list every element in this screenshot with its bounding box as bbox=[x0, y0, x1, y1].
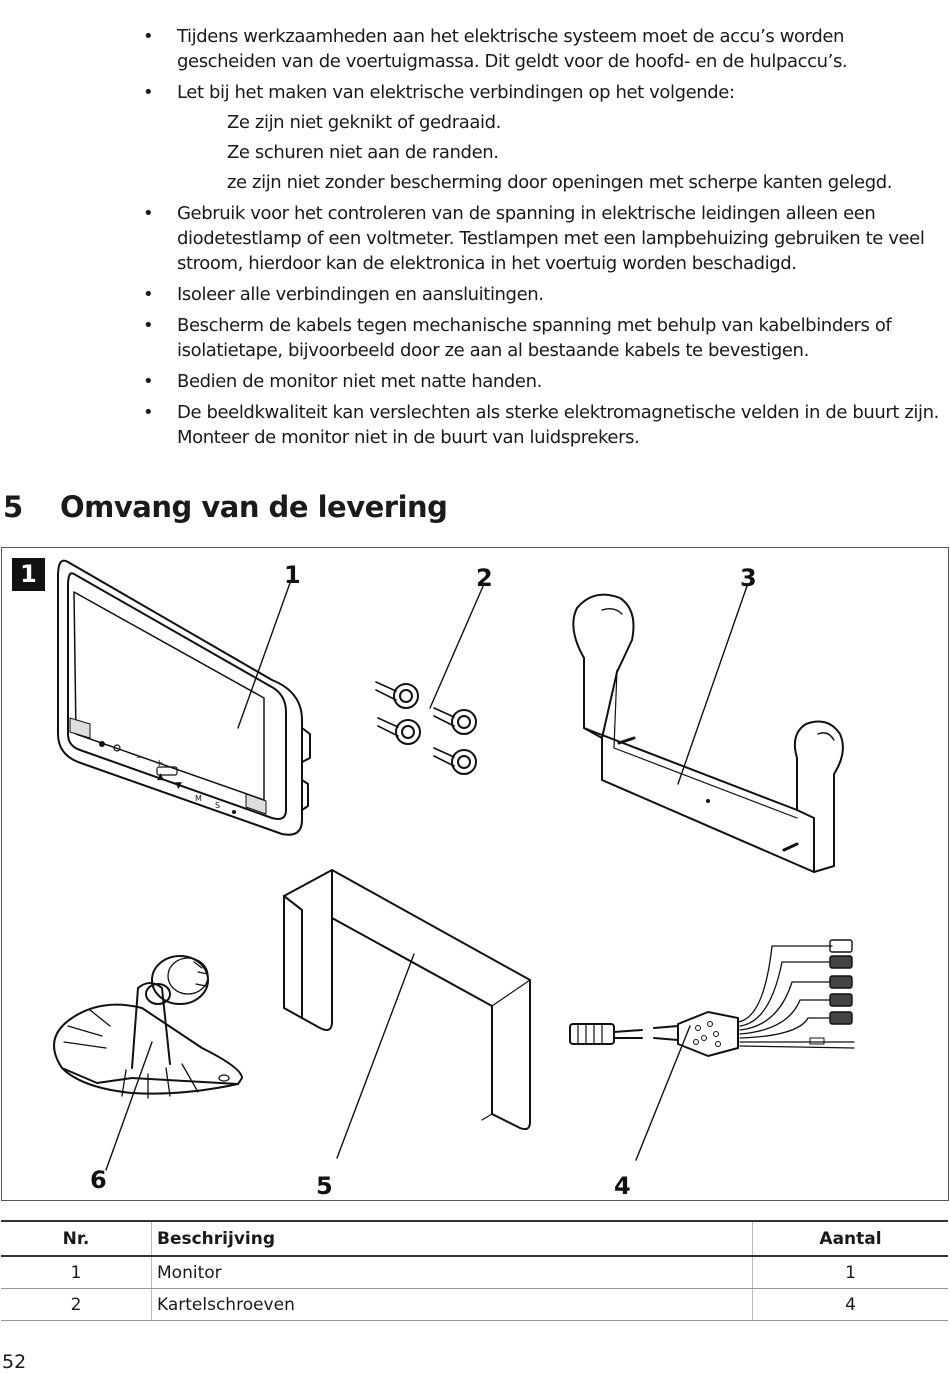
monitor-m-mark: M bbox=[195, 794, 202, 803]
cell-qty: 1 bbox=[753, 1256, 949, 1289]
col-nr-header: Nr. bbox=[1, 1221, 152, 1256]
sub-item: Ze schuren niet aan de randen. bbox=[227, 142, 499, 163]
bullet-item: • Bescherm de kabels tegen mechanische spanning met behulp van kabelbinders of isolatietape, bijvoorbeeld door ze aan al bestaande kabels te bevestigen. bbox=[143, 315, 892, 361]
bullet-list bbox=[143, 24, 943, 456]
sub-item: ze zijn niet zonder bescherming door openingen met scherpe kanten gelegd. bbox=[227, 172, 893, 193]
monitor-minus-mark: – bbox=[136, 752, 141, 763]
bracket-drawing bbox=[573, 595, 843, 872]
callout-3: 3 bbox=[740, 564, 757, 592]
monitor-plus-mark: + bbox=[155, 758, 164, 769]
bullet-item: • De beeldkwaliteit kan verslechten als sterke elektromagnetische velden in de buurt zijn. Monteer de monitor niet in de buurt van luidsprekers. bbox=[143, 402, 939, 448]
sunshield-drawing bbox=[284, 870, 530, 1129]
bullet-item: • Tijdens werkzaamheden aan het elektrische systeem moet de accu’s worden gescheiden van de voertuigmassa. Dit geldt voor de hoofd- en de hulpaccu’s. bbox=[143, 26, 848, 72]
bullet-item: • Bedien de monitor niet met natte handen. bbox=[143, 371, 542, 392]
bullet-item: • Gebruik voor het controleren van de spanning in elektrische leidingen alleen een diodetestlamp of een voltmeter. Testlampen met een lampbehuizing gebruiken te veel stroom, hierdoor kan de elektronica in het voertuig worden beschadigd. bbox=[143, 203, 925, 274]
page-number: 52 bbox=[2, 1351, 27, 1373]
figure-illustration bbox=[2, 548, 948, 1200]
parts-table bbox=[1, 1220, 948, 1321]
cell-desc: Kartelschroeven bbox=[152, 1289, 753, 1321]
callout-4: 4 bbox=[614, 1172, 631, 1200]
callout-2: 2 bbox=[476, 564, 493, 592]
table-header-row bbox=[1, 1221, 948, 1256]
monitor-up-mark: ▲ bbox=[157, 772, 164, 782]
cell-qty: 4 bbox=[753, 1289, 949, 1321]
section-title: Omvang van de levering bbox=[60, 490, 448, 524]
sub-item: Ze zijn niet geknikt of gedraaid. bbox=[227, 112, 501, 133]
monitor-drawing bbox=[58, 561, 310, 835]
callout-1: 1 bbox=[284, 561, 301, 589]
cable-drawing bbox=[570, 940, 854, 1056]
figure-badge: 1 bbox=[12, 558, 45, 591]
monitor-down-mark: ▼ bbox=[175, 781, 182, 791]
section-number: 5 bbox=[3, 490, 23, 524]
cell-nr: 1 bbox=[1, 1256, 152, 1289]
table-row bbox=[1, 1256, 948, 1289]
cell-desc: Monitor bbox=[152, 1256, 753, 1289]
screws-drawing bbox=[376, 682, 476, 774]
suction-foot-drawing bbox=[54, 956, 242, 1098]
section-heading bbox=[3, 490, 447, 524]
callout-5: 5 bbox=[316, 1172, 333, 1200]
table-row bbox=[1, 1289, 948, 1321]
bullet-item: • Isoleer alle verbindingen en aansluitingen. bbox=[143, 284, 544, 305]
delivery-figure bbox=[1, 547, 949, 1201]
col-desc-header: Beschrijving bbox=[152, 1221, 753, 1256]
cell-nr: 2 bbox=[1, 1289, 152, 1321]
monitor-s-mark: S bbox=[215, 801, 221, 810]
bullet-item: • Let bij het maken van elektrische verbindingen op het volgende: Ze zijn niet geknikt of gedraaid. Ze schuren niet aan de randen. ze zijn niet zonder bescherming door openingen met scherpe kanten gelegd. bbox=[143, 80, 943, 195]
callout-6: 6 bbox=[90, 1166, 107, 1194]
col-qty-header: Aantal bbox=[753, 1221, 949, 1256]
